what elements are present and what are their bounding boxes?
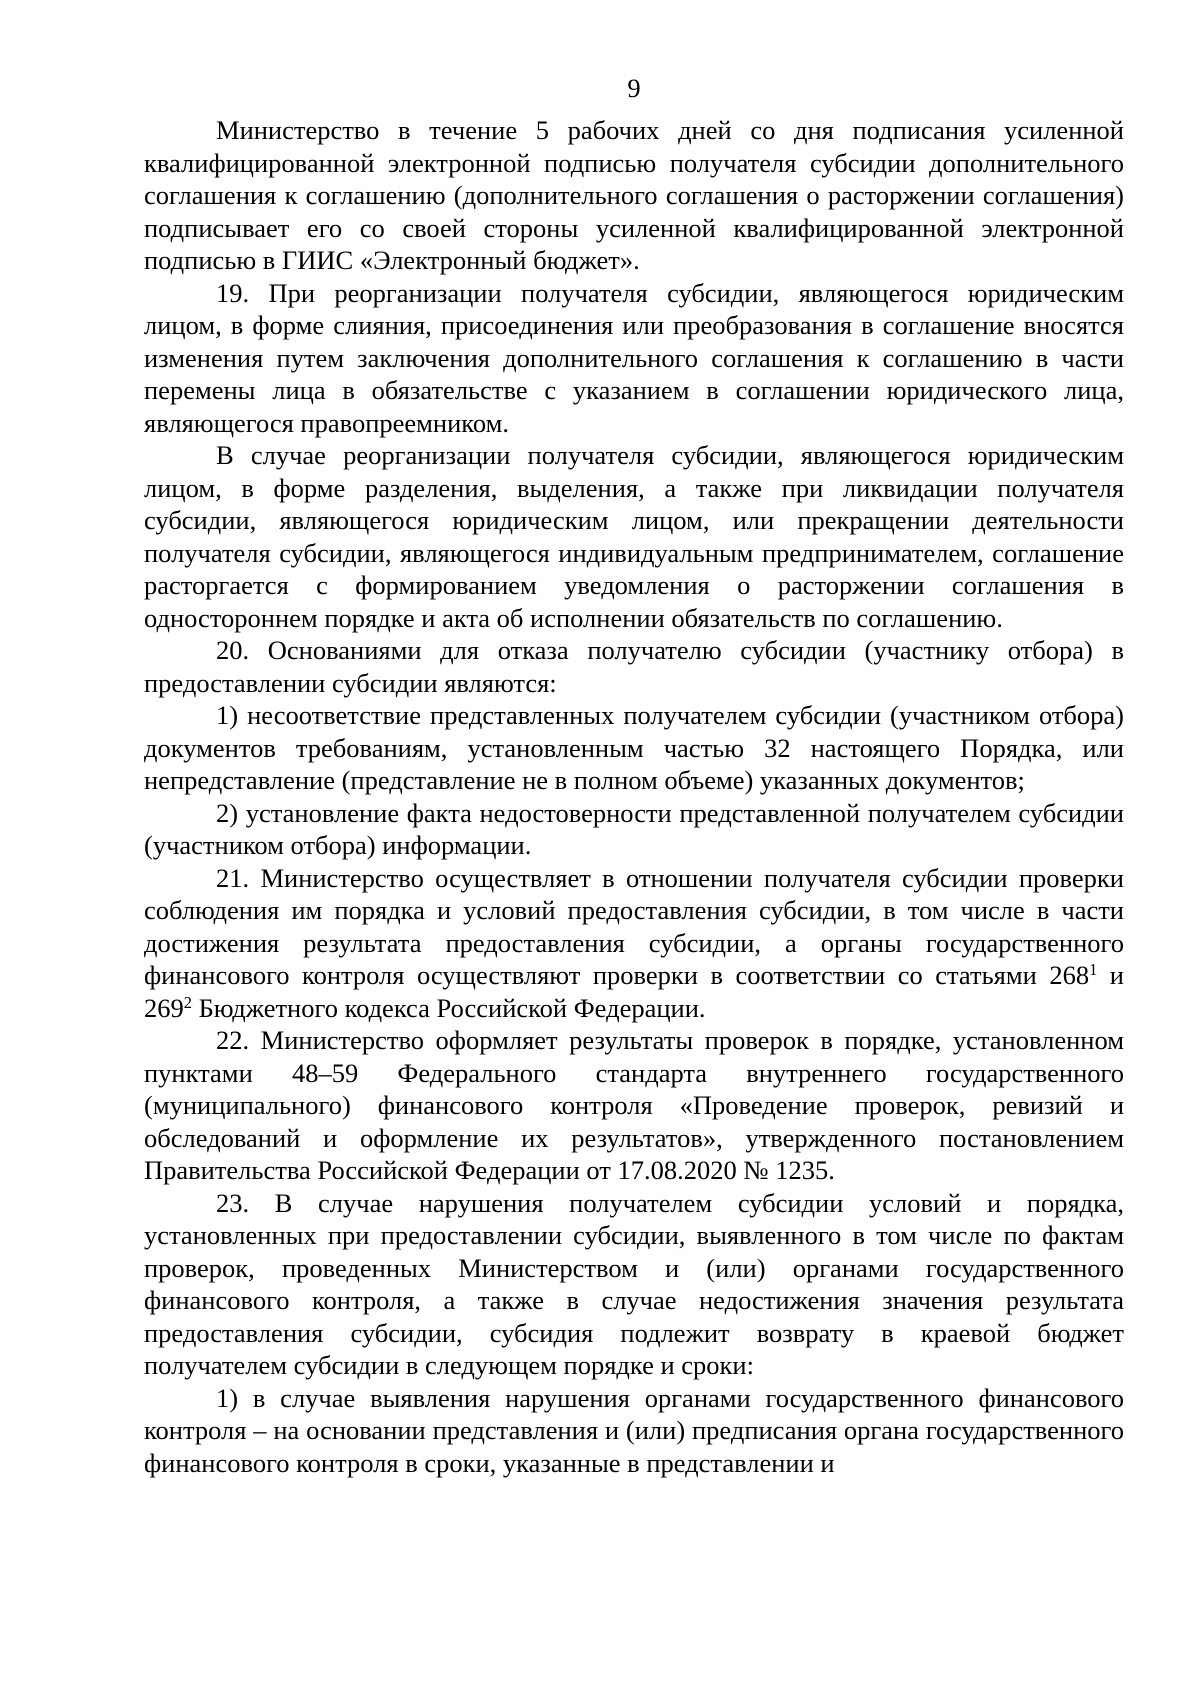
paragraph-19: 19. При реорганизации получателя субсидии, являющегося юридическим лицом, в форме слияния, присоединения или преобразования в соглашение вносятся изменения путем заключения дополнительного соглашения к соглашению в части перемены лица в обязательстве с указанием в соглашении юридического лица, являющегося правопреемником. [144,277,1124,438]
paragraph-23-item-1: 1) в случае выявления нарушения органами государственного финансового контроля – на основании представления и (или) предписания органа государственного финансового контроля в сроки, указанные в представлении и [144,1382,1124,1478]
paragraph-21 [144,862,1124,1025]
page-number: 9 [627,73,641,103]
paragraph-21-text-before: 21. Министерство осуществляет в отношении получателя субсидии проверки соблюдения им порядка и условий предоставления субсидии, в том числе в части достижения результата предоставления субсидии, а органы государственного финансового контроля осуществляют проверки в соответствии со статьями 268 [144,862,1124,990]
paragraph-20: 20. Основаниями для отказа получателю субсидии (участнику отбора) в предоставлении субсидии являются: [144,635,1124,698]
paragraph-20-item-1: 1) несоответствие представленных получателем субсидии (участником отбора) документов требованиям, установленным частью 32 настоящего Порядка, или непредставление (представление не в полном объеме) указанных документов; [144,700,1124,795]
paragraph-reorganization: В случае реорганизации получателя субсидии, являющегося юридическим лицом, в форме разделения, выделения, а также при ликвидации получателя субсидии, являющегося юридическим лицом, или прекращении деятельности получателя субсидии, являющегося индивидуальным предпринимателем, соглашение расторгается с формированием уведомления о расторжении соглашения в одностороннем порядке и акта об исполнении обязательств по соглашению. [144,440,1124,633]
paragraph-23: 23. В случае нарушения получателем субсидии условий и порядка, установленных при предоставлении субсидии, выявленного в том числе по фактам проверок, проведенных Министерством и (или) органами государственного финансового контроля, а также в случае недостижения значения результата предоставления субсидии, субсидия подлежит возврату в краевой бюджет получателем субсидии в следующем порядке и сроки: [144,1187,1124,1380]
document-page [144,72,1124,1479]
superscript-2: 2 [183,992,192,1012]
paragraph-21-text-middle: и 269 [144,960,1124,1023]
paragraph-signing: Министерство в течение 5 рабочих дней со дня подписания усиленной квалифицированной электронной подписью получателя субсидии дополнительного соглашения к соглашению (дополнительного соглашения о расторжении соглашения) подписывает его со своей стороны усиленной квалифицированной электронной подписью в ГИИС «Электронный бюджет». [144,115,1124,275]
superscript-1: 1 [1089,959,1098,979]
paragraph-20-item-2: 2) установление факта недостоверности представленной получателем субсидии (участником отбора) информации. [144,797,1124,860]
paragraph-21-text-after: Бюджетного кодекса Российской Федерации. [191,992,706,1023]
paragraph-22: 22. Министерство оформляет результаты проверок в порядке, установленном пунктами 48–59 Федерального стандарта внутреннего государственного (муниципального) финансового контроля «Проведение проверок, ревизий и обследований и оформление их результатов», утвержденного постановлением Правительства Российской Федерации от 17.08.2020 № 1235. [144,1025,1124,1185]
